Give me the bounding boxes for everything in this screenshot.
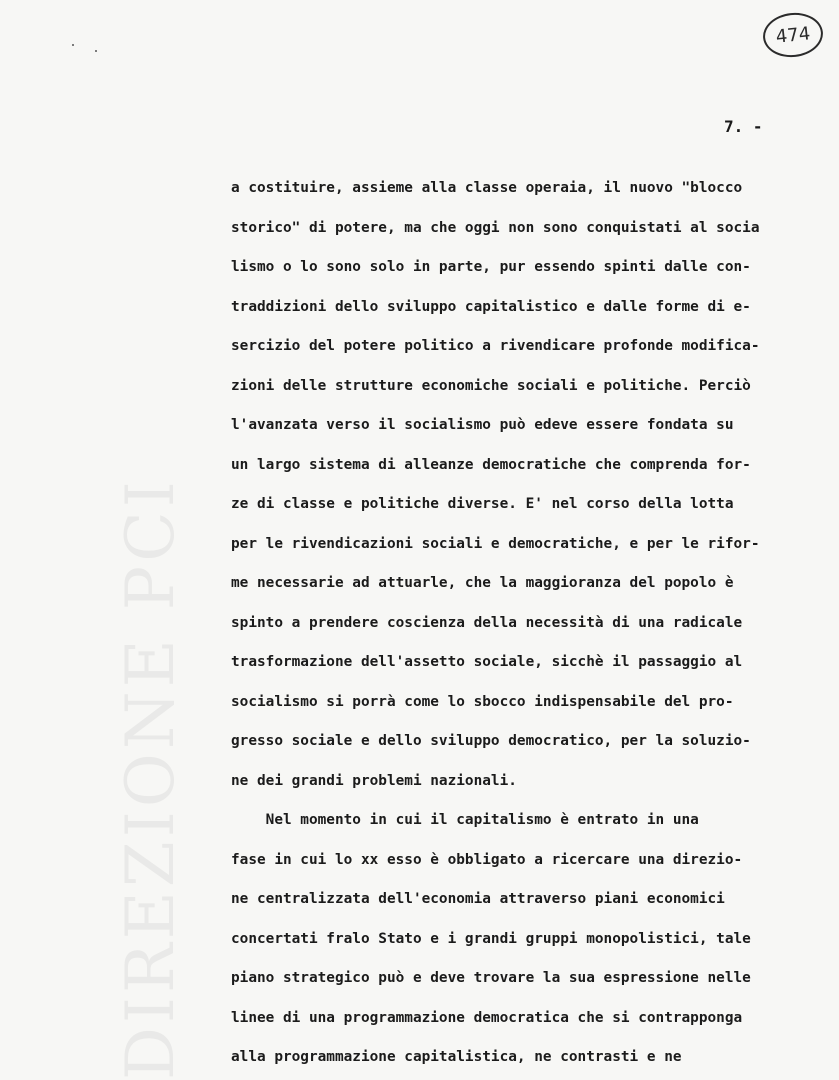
text-line: concertati fralo Stato e i grandi gruppi monopolistici, tale	[231, 930, 751, 947]
text-line: spinto a prendere coscienza della necessità di una radicale	[231, 614, 743, 631]
text-line: sercizio del potere politico a rivendicare profonde modifica-	[231, 338, 760, 354]
text-line: alla programmazione capitalistica, ne contrasti e ne	[231, 1049, 682, 1065]
archive-stamp: 474	[761, 10, 825, 60]
text-line: piano strategico può e deve trovare la sua espressione nelle	[231, 970, 751, 986]
text-line: trasformazione dell'assetto sociale, sicchè il passaggio al	[231, 654, 743, 670]
text-line: gresso sociale e dello sviluppo democratico, per la soluzio-	[231, 733, 751, 749]
text-line: a costituire, assieme alla classe operaia, il nuovo "blocco	[231, 180, 743, 196]
ink-fleck	[95, 50, 97, 52]
paragraph-1	[231, 175, 831, 807]
text-line: Nel momento in cui il capitalismo è entrato in una	[231, 812, 699, 828]
text-line: linee di una programmazione democratica che si contrapponga	[231, 1009, 743, 1026]
text-line: socialismo si porrà come lo sbocco indispensabile del pro-	[231, 693, 734, 710]
text-line: ne dei grandi problemi nazionali.	[231, 772, 517, 789]
text-line: fase in cui lo xx esso è obbligato a ricercare una direzio-	[231, 851, 743, 868]
page-number: 7. -	[724, 117, 763, 136]
text-line: lismo o lo sono solo in parte, pur essendo spinti dalle con-	[231, 259, 751, 275]
text-line: per le rivendicazioni sociali e democratiche, e per le rifor-	[231, 535, 760, 552]
bleed-through-text: DIREZIONE PCI	[112, 477, 189, 1080]
text-line: traddizioni dello sviluppo capitalistico e dalle forme di e-	[231, 298, 751, 315]
text-line: me necessarie ad attuarle, che la maggioranza del popolo è	[231, 575, 734, 591]
text-line: ne centralizzata dell'economia attraverso piani economici	[231, 891, 725, 907]
text-line: zioni delle strutture economiche sociali e politiche. Perciò	[231, 377, 751, 394]
text-line: storico" di potere, ma che oggi non sono conquistati al socia	[231, 219, 760, 236]
text-line: un largo sistema di alleanze democratiche che comprenda for-	[231, 456, 751, 473]
text-line: ze di classe e politiche diverse. E' nel corso della lotta	[231, 496, 734, 512]
body-text	[231, 175, 831, 1080]
ink-fleck	[72, 44, 74, 46]
text-line: l'avanzata verso il socialismo può edeve essere fondata su	[231, 417, 734, 433]
paragraph-2	[231, 807, 831, 1080]
